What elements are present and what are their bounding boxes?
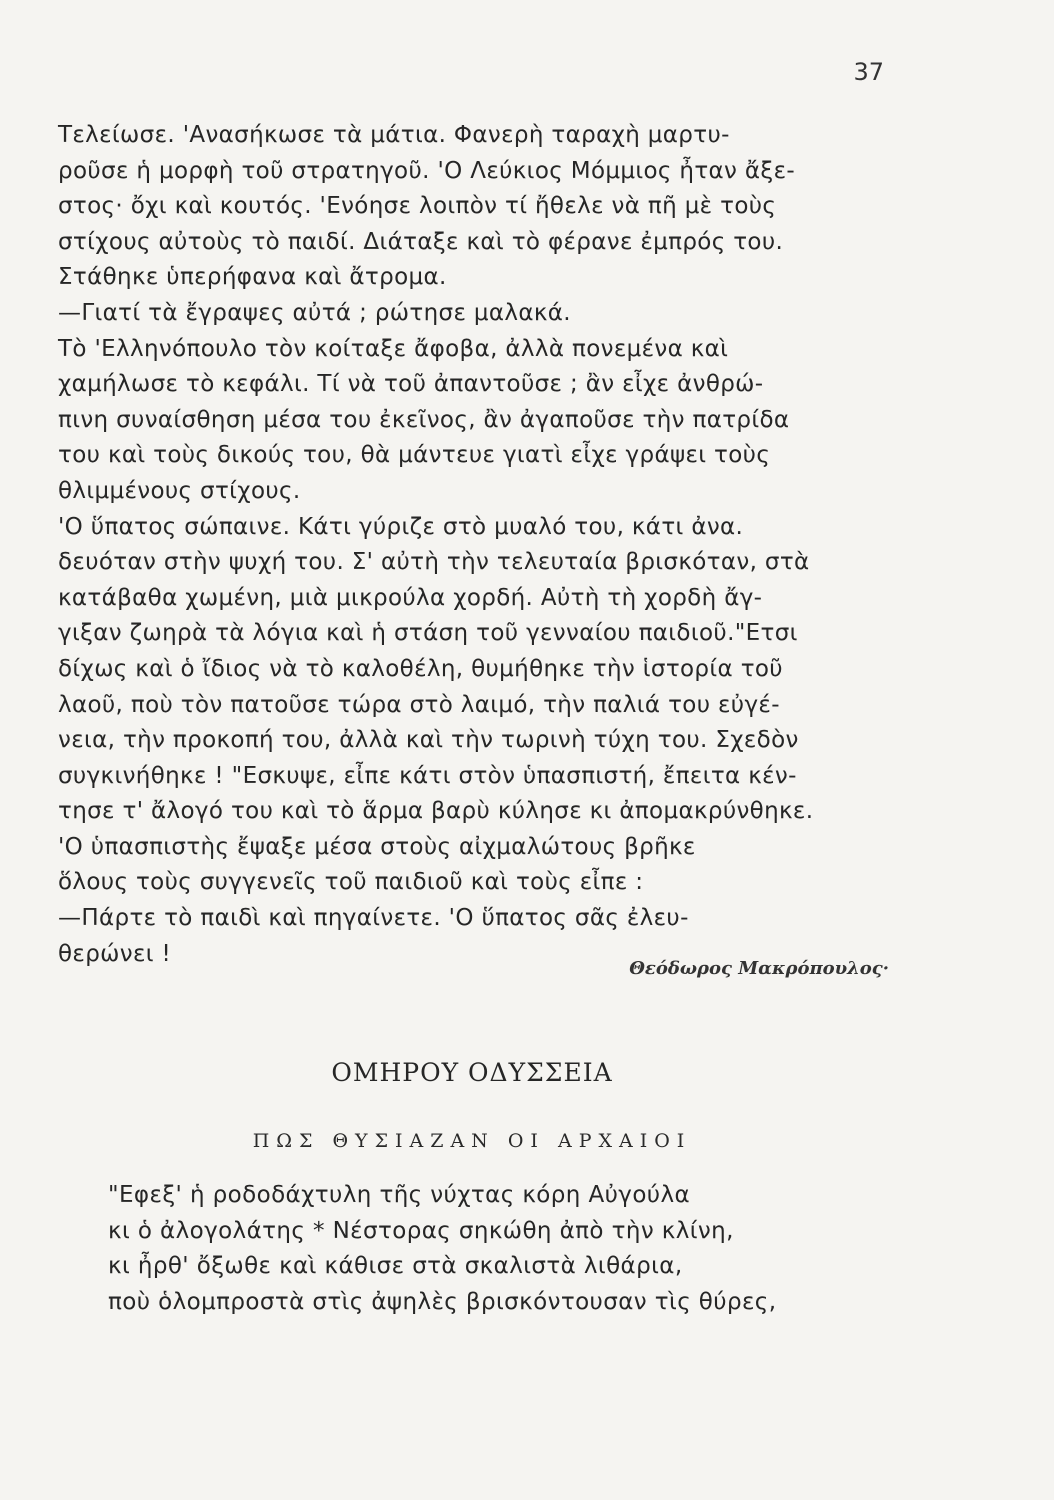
text-line: στος· ὄχι καὶ κουτός. 'Ενόησε λοιπὸν τί ἤθελε νὰ πῆ μὲ τοὺς — [58, 193, 777, 220]
text-line: του καὶ τοὺς δικούς του, θὰ μάντευε γιατὶ εἶχε γράψει τοὺς — [58, 442, 771, 469]
poem-line: "Εφεξ' ἡ ροδοδάχτυλη τῆς νύχτας κόρη Αὐγούλα — [108, 1182, 691, 1208]
text-line: γιξαν ζωηρὰ τὰ λόγια καὶ ἡ στάση τοῦ γενναίου παιδιοῦ."Ετσι — [58, 620, 798, 647]
text-line: πινη συναίσθηση μέσα του ἐκεῖνος, ἂν ἀγαποῦσε τὴν πατρίδα — [58, 406, 790, 433]
text-line: στίχους αὐτοὺς τὸ παιδί. Διάταξε καὶ τὸ φέρανε ἐμπρός του. — [58, 228, 784, 255]
text-line: κατάβαθα χωμένη, μιὰ μικρούλα χορδή. Αὐτὴ τὴ χορδὴ ἄγ- — [58, 584, 763, 611]
section-subtitle: ΠΩΣ ΘΥΣΙΑΖΑΝ ΟΙ ΑΡΧΑΙΟΙ — [252, 1130, 692, 1152]
poem-line: κι ὁ ἀλογολάτης * Νέστορας σηκώθη ἀπὸ τὴν κλίνη, — [108, 1217, 734, 1244]
poem-line: ποὺ ὁλομπροστὰ στὶς ἀψηλὲς βρισκόντουσαν τὶς θύρες, — [108, 1288, 777, 1315]
poem-text — [108, 1178, 888, 1320]
poem-line: κι ἦρθ' ὄξωθε καὶ κάθισε στὰ σκαλιστὰ λιθάρια, — [108, 1253, 683, 1280]
section-title: ΟΜΗΡΟΥ ΟΔΥΣΣΕΙΑ — [331, 1058, 613, 1087]
story-text — [58, 118, 888, 972]
text-line: ροῦσε ἡ μορφὴ τοῦ στρατηγοῦ. 'Ο Λεύκιος Μόμμιος ἦταν ἄξε- — [58, 157, 796, 184]
text-line: —Πάρτε τὸ παιδὶ καὶ πηγαίνετε. 'Ο ὕπατος σᾶς ἐλευ- — [58, 905, 689, 932]
text-line: Τὸ 'Ελληνόπουλο τὸν κοίταξε ἄφοβα, ἀλλὰ πονεμένα καὶ — [58, 335, 729, 362]
text-line: θερώνει ! — [58, 940, 172, 967]
text-line: θλιμμένους στίχους. — [58, 477, 301, 504]
text-line: 'Ο ὑπασπιστὴς ἔψαξε μέσα στοὺς αἰχμαλώτους βρῆκε — [58, 833, 696, 860]
text-line: τησε τ' ἄλογό του καὶ τὸ ἅρμα βαρὺ κύλησε κι ἀπομακρύνθηκε. — [58, 798, 814, 825]
text-line: συγκινήθηκε ! "Εσκυψε, εἶπε κάτι στὸν ὑπασπιστή, ἔπειτα κέν- — [58, 762, 797, 789]
text-line: 'Ο ὕπατος σώπαινε. Κάτι γύριζε στὸ μυαλό του, κάτι ἀνα. — [58, 513, 744, 540]
text-line: —Γιατί τὰ ἔγραψες αὐτά ; ρώτησε μαλακά. — [58, 299, 571, 326]
author-signature: Θεόδωρος Μακρόπουλος· — [629, 958, 889, 979]
text-line: Τελείωσε. 'Ανασήκωσε τὰ μάτια. Φανερὴ ταραχὴ μαρτυ- — [58, 122, 730, 148]
text-line: ὅλους τοὺς συγγενεῖς τοῦ παιδιοῦ καὶ τοὺς εἶπε : — [58, 869, 644, 896]
text-line: χαμήλωσε τὸ κεφάλι. Τί νὰ τοῦ ἀπαντοῦσε ; ἂν εἶχε ἀνθρώ- — [58, 371, 764, 398]
text-line: δευόταν στὴν ψυχή του. Σ' αὐτὴ τὴν τελευταία βρισκόταν, στὰ — [58, 549, 810, 576]
text-line: νεια, τὴν προκοπή του, ἀλλὰ καὶ τὴν τωρινὴ τύχη του. Σχεδὸν — [58, 727, 799, 754]
text-line: δίχως καὶ ὁ ἴδιος νὰ τὸ καλοθέλη, θυμήθηκε τὴν ἱστορία τοῦ — [58, 655, 783, 682]
text-line: λαοῦ, ποὺ τὸν πατοῦσε τώρα στὸ λαιμό, τὴν παλιά του εὐγέ- — [58, 691, 780, 718]
page-number: 37 — [853, 58, 884, 86]
text-line: Στάθηκε ὑπερήφανα καὶ ἄτρομα. — [58, 264, 447, 291]
